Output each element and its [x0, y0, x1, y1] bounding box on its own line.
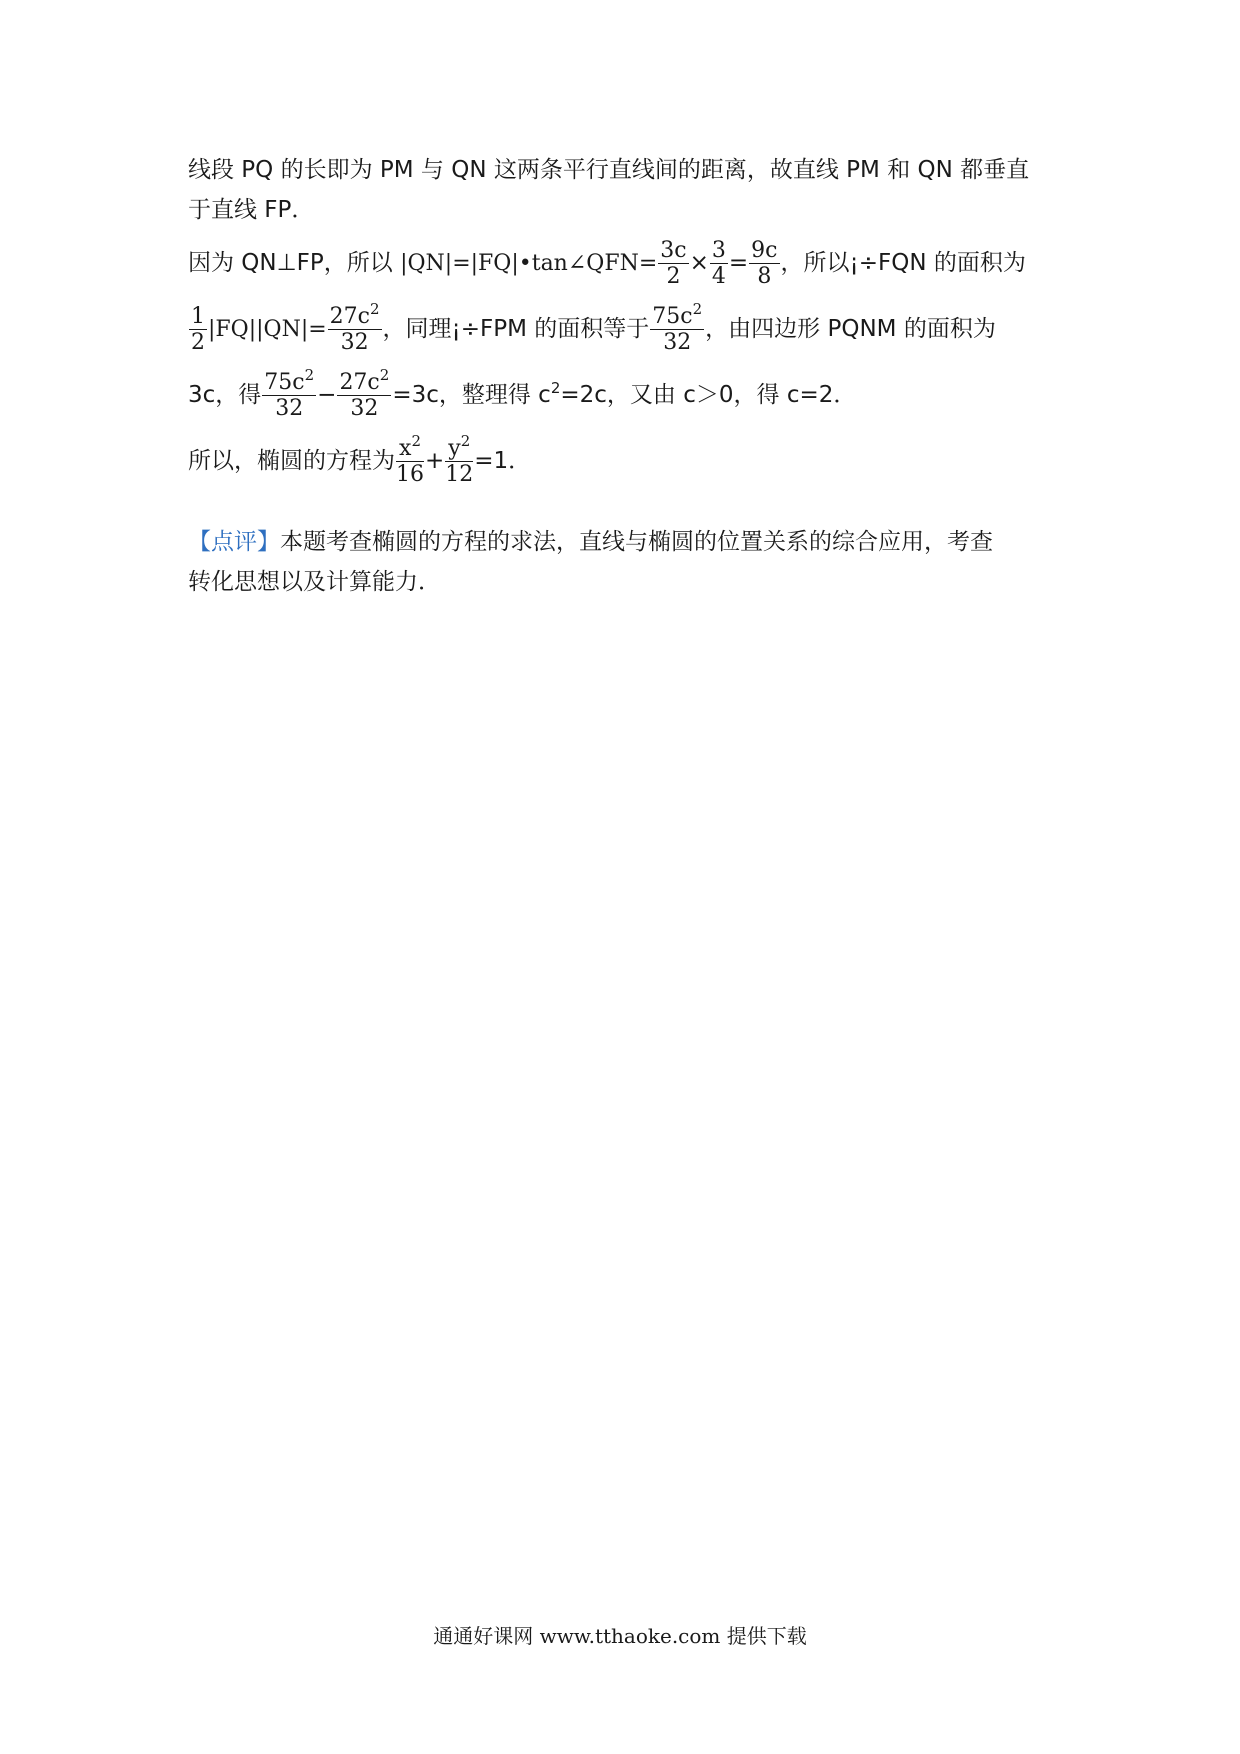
review-line: [188, 522, 1058, 562]
review-line: [188, 562, 1058, 602]
numerator-text: 75c: [264, 369, 305, 395]
text-segment: ，所以¡÷FQN 的面积为: [780, 250, 1026, 276]
numerator: 1: [191, 303, 205, 329]
denominator: 12: [445, 462, 474, 487]
fraction: [749, 239, 779, 288]
review-tag: 【点评】: [188, 529, 280, 555]
fraction: [445, 431, 474, 487]
text-segment: ，同理¡÷FPM 的面积等于: [382, 316, 650, 342]
fraction: [189, 305, 207, 354]
text-line: [188, 362, 1058, 428]
text-segment: 因为 QN⊥FP，所以: [188, 250, 401, 276]
text-segment: 线段 PQ 的长即为 PM 与 QN 这两条平行直线间的距离，故直线 PM 和 QN 都垂直: [188, 157, 1030, 183]
math-operator: ×: [689, 250, 709, 276]
denominator: 4: [711, 264, 726, 289]
spacer: [188, 494, 1058, 522]
fraction: [658, 239, 688, 288]
text-line: [188, 150, 1058, 190]
fraction: [337, 365, 391, 421]
fraction: [328, 299, 382, 355]
exponent: 2: [692, 299, 703, 318]
numerator: 3: [711, 237, 726, 263]
denominator: 32: [275, 396, 304, 421]
text-line: [188, 230, 1058, 296]
text-segment: =1．: [474, 448, 532, 474]
numerator: 9c: [751, 237, 778, 263]
numerator-text: y: [448, 435, 461, 461]
exponent: 2: [370, 299, 380, 318]
text-segment: 所以，椭圆的方程为: [188, 448, 395, 474]
numerator: [328, 299, 382, 330]
exponent: 2: [304, 365, 315, 384]
text-segment: =2c，又由 c＞0，得 c=2．: [560, 382, 857, 408]
exponent: 2: [550, 379, 561, 397]
denominator: 32: [663, 330, 692, 355]
denominator: 16: [396, 462, 424, 487]
solution-body: [188, 150, 1058, 602]
text-segment: ，由四边形 PQNM 的面积为: [705, 316, 996, 342]
numerator: [445, 431, 473, 462]
denominator: 32: [340, 330, 369, 355]
numerator: [337, 365, 391, 396]
text-line: [188, 296, 1058, 362]
numerator-text: 75c: [652, 303, 693, 329]
text-line: [188, 428, 1058, 494]
text-segment: 于直线 FP．: [188, 197, 315, 223]
numerator-text: 27c: [339, 369, 380, 395]
numerator: [650, 299, 704, 330]
text-segment: 3c，得: [188, 382, 262, 408]
denominator: 32: [350, 396, 379, 421]
denominator: 2: [191, 330, 205, 355]
fraction: [396, 431, 424, 487]
denominator: 8: [757, 264, 772, 289]
exponent: 2: [411, 431, 421, 450]
math-operator: +: [425, 448, 445, 474]
fraction: [650, 299, 704, 355]
exponent: 2: [460, 431, 471, 450]
text-segment: 本题考查椭圆的方程的求法，直线与椭圆的位置关系的综合应用，考查: [280, 529, 993, 555]
math-expression: |QN|=|FQ|•tan∠QFN=: [400, 251, 658, 276]
exponent: 2: [379, 365, 390, 384]
numerator: [262, 365, 316, 396]
text-segment: 转化思想以及计算能力．: [188, 569, 441, 595]
math-operator: =: [728, 250, 749, 276]
footer-credit: 通通好课网 www.tthaoke.com 提供下载: [433, 1624, 807, 1648]
numerator-text: x: [399, 435, 412, 461]
text-segment: =3c，整理得 c: [392, 382, 551, 408]
math-expression: |FQ||QN|=: [208, 317, 327, 342]
numerator: 3c: [660, 237, 687, 263]
fraction: [710, 239, 728, 288]
numerator-text: 27c: [329, 303, 370, 329]
numerator: [396, 431, 424, 462]
math-operator: −: [317, 382, 337, 408]
text-line: [188, 190, 1058, 230]
fraction: [262, 365, 316, 421]
denominator: 2: [666, 264, 681, 289]
